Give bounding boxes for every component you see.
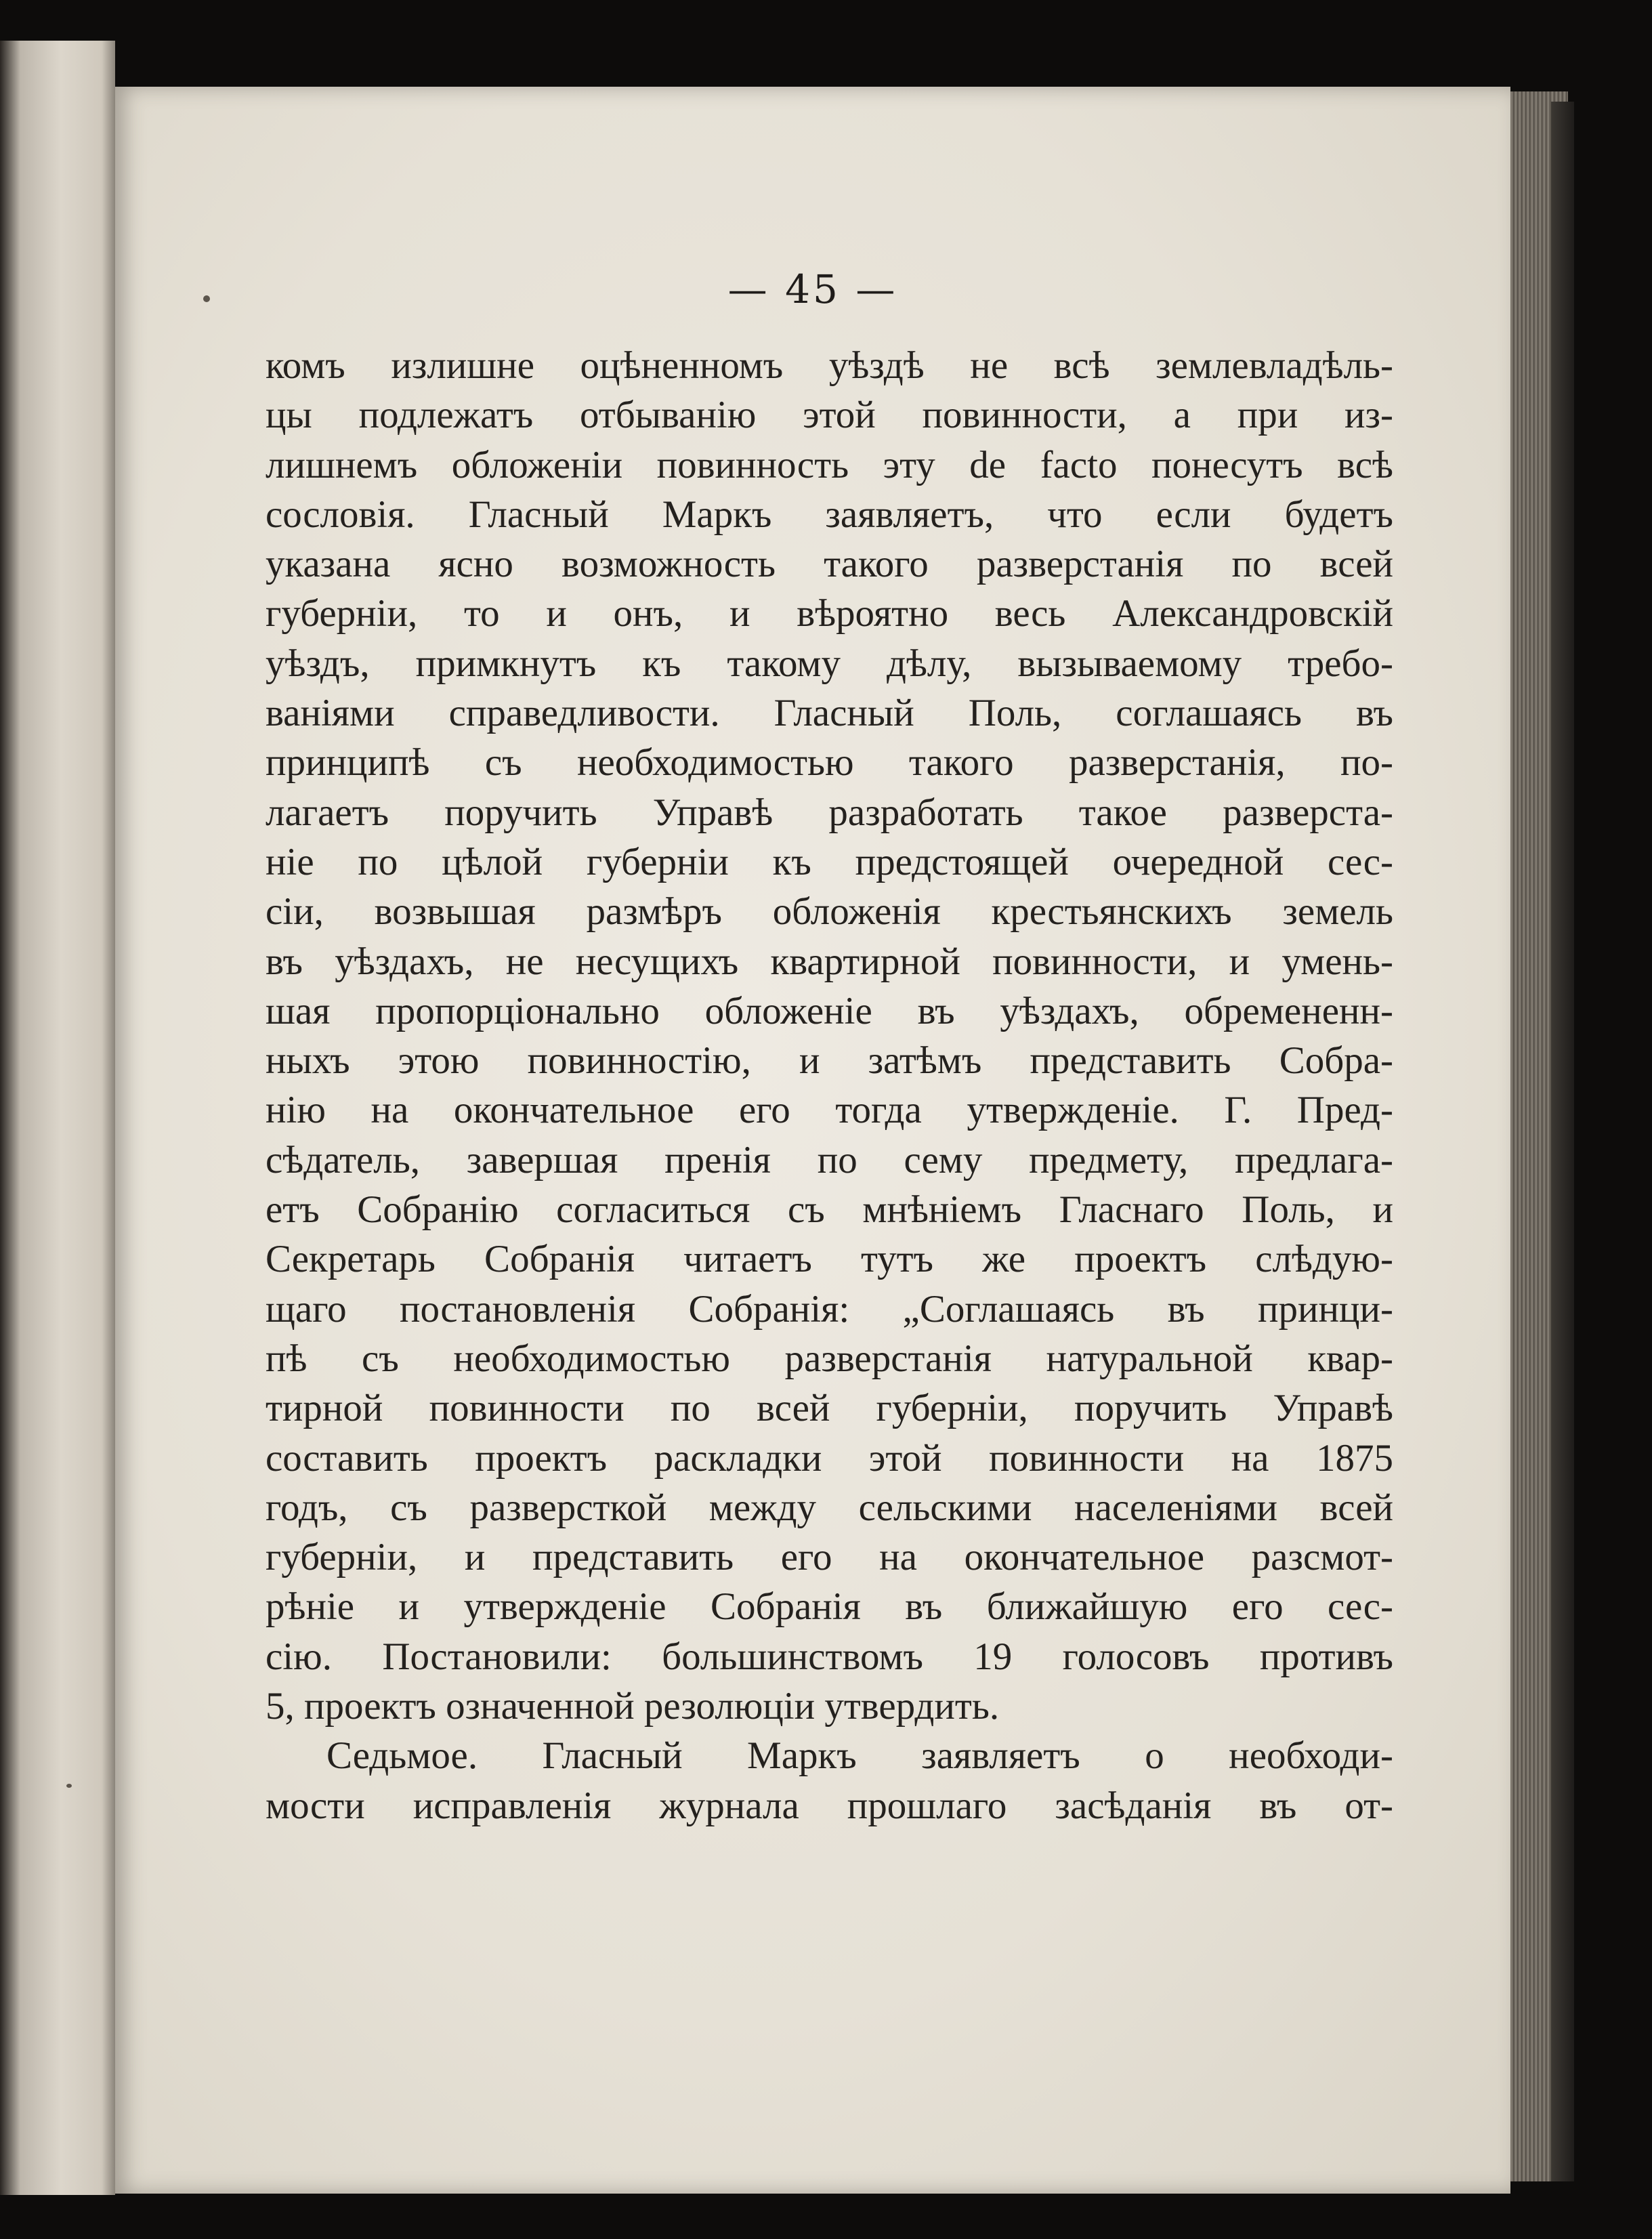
- text-line: въ уѣздахъ, не несущихъ квартирной повинности, и умень-: [266, 940, 1393, 983]
- text-line: сѣдатель, завершая пренія по сему предмету, предлага-: [266, 1138, 1393, 1181]
- book-page: [115, 87, 1510, 2194]
- text-line: губерніи, то и онъ, и вѣроятно весь Александровскій: [266, 592, 1393, 635]
- text-line: указана ясно возможность такого разверстанія по всей: [266, 543, 1393, 586]
- text-line: щаго постановленія Собранія: „Соглашаясь въ принци-: [266, 1287, 1393, 1331]
- text-line: мости исправленія журнала прошлаго засѣданія въ от-: [266, 1784, 1393, 1827]
- text-line: Секретарь Собранія читаетъ тутъ же проектъ слѣдую-: [266, 1238, 1393, 1281]
- paper-speck: [203, 295, 210, 302]
- text-line: ваніями справедливости. Гласный Поль, соглашаясь въ: [266, 692, 1393, 735]
- text-line: рѣніе и утвержденіе Собранія въ ближайшую его сес-: [266, 1585, 1393, 1629]
- text-line: етъ Собранію согласиться съ мнѣніемъ Гласнаго Поль, и: [266, 1188, 1393, 1232]
- text-line: цы подлежатъ отбыванію этой повинности, а при из-: [266, 394, 1393, 437]
- text-line: тирной повинности по всей губерніи, поручить Управѣ: [266, 1387, 1393, 1430]
- paper-speck: [66, 1784, 72, 1788]
- text-line: шая пропорціонально обложеніе въ уѣздахъ, обремененн-: [266, 989, 1393, 1032]
- text-line: лагаетъ поручить Управѣ разработать такое разверста-: [266, 791, 1393, 834]
- left-facing-page: [0, 41, 115, 2195]
- text-line: лишнемъ обложеніи повинность эту de facto понесутъ всѣ: [266, 443, 1393, 486]
- text-line: 5, проектъ означенной резолюціи утвердить.: [266, 1685, 1000, 1728]
- text-line: годъ, съ разверсткой между сельскими населеніями всей: [266, 1486, 1393, 1529]
- text-line: уѣздъ, примкнутъ къ такому дѣлу, вызываемому требо-: [266, 642, 1393, 685]
- text-line: Седьмое. Гласный Маркъ заявляетъ о необходи-: [326, 1734, 1393, 1778]
- text-line: нію на окончательное его тогда утвержденіе. Г. Пред-: [266, 1089, 1393, 1132]
- text-line: комъ излишне оцѣненномъ уѣздѣ не всѣ землевладѣль-: [266, 344, 1393, 387]
- text-line: ныхъ этою повинностію, и затѣмъ представить Собра-: [266, 1039, 1393, 1083]
- text-line: пѣ съ необходимостью разверстанія натуральной квар-: [266, 1337, 1393, 1380]
- page-number: — 45 —: [727, 266, 898, 312]
- right-cover-edge: [1551, 102, 1574, 2181]
- text-line: составить проектъ раскладки этой повинности на 1875: [266, 1436, 1393, 1480]
- text-line: принципѣ съ необходимостью такого разверстанія, по-: [266, 741, 1393, 784]
- text-line: сіи, возвышая размѣръ обложенія крестьянскихъ земель: [266, 890, 1393, 934]
- text-line: сію. Постановили: большинствомъ 19 голосовъ противъ: [266, 1635, 1393, 1678]
- body-text: [266, 341, 1393, 1830]
- text-line: ніе по цѣлой губерніи къ предстоящей очередной сес-: [266, 840, 1393, 883]
- text-line: губерніи, и представить его на окончательное разсмот-: [266, 1536, 1393, 1579]
- text-line: сословія. Гласный Маркъ заявляетъ, что если будетъ: [266, 493, 1393, 536]
